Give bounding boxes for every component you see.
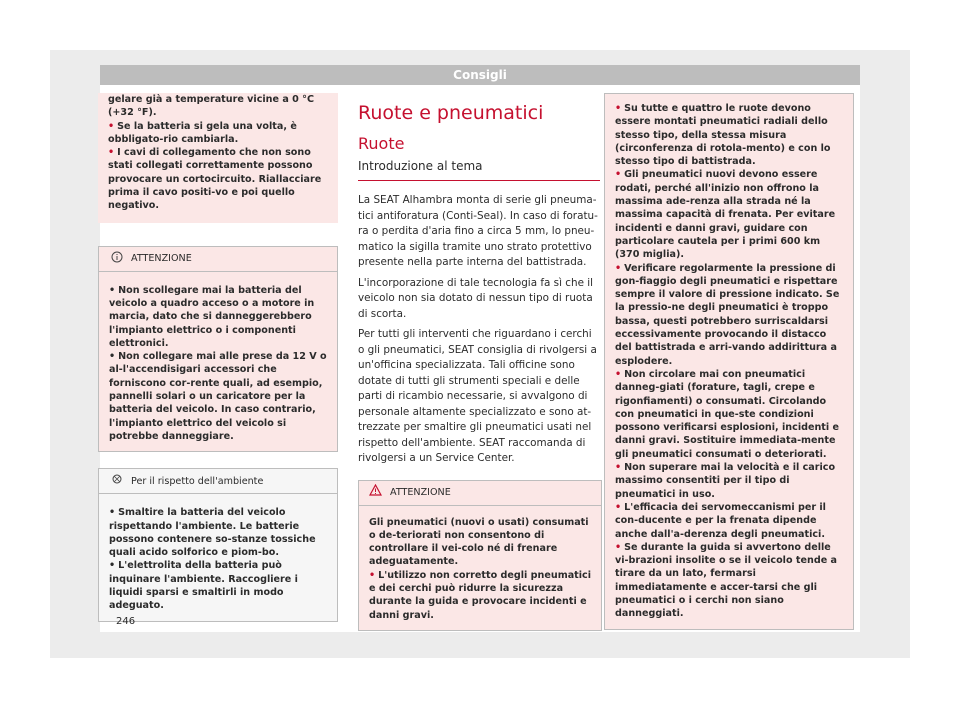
list-item: • Se la batteria si gela una volta, è obbligato-rio cambiarla. <box>108 120 297 145</box>
bullet-icon: • <box>108 120 115 132</box>
bullet-icon: • <box>615 169 622 181</box>
bullet-icon: • <box>615 501 622 513</box>
bullet-icon: • <box>615 262 622 274</box>
bullet-icon: • <box>615 541 622 553</box>
environment-body <box>99 494 337 620</box>
list-item: • I cavi di collegamento che non sono stati collegati correttamente possono provocare un cortocircuito. Riallacciare prima il cavo positi-vo e poi quello negativo. <box>108 147 322 212</box>
recycle-icon <box>111 473 123 489</box>
column-right <box>604 93 854 630</box>
warning-title: ATTENZIONE <box>131 253 192 265</box>
warning-box <box>358 480 602 631</box>
warning-body <box>359 506 601 630</box>
warning-header <box>359 481 601 506</box>
warning-triangle-icon <box>369 484 382 500</box>
list-item: • Non circolare mai con pneumatici danneg-giati (forature, tagli, crepe e rigonfiamenti) o consumati. Circolando con pneumatici in que-ste condizioni possono verificarsi esplosioni, incidenti e danni gravi. Sostituire immediata-mente gli pneumatici consumati o deteriorati. <box>615 368 840 460</box>
paragraph: L'incorporazione di tale tecnologia fa sì che il veicolo non sia dotato di nessun tipo di ruota di scorta. <box>358 276 594 320</box>
section-subtitle: Ruote <box>358 134 405 153</box>
list-item: • Se durante la guida si avvertono delle vi-brazioni insolite o se il veicolo tende a tirare da un lato, fermarsi immediatamente e accer-tarsi che gli pneumatici o i cerchi non siano danneggiati. <box>615 541 838 620</box>
environment-title: Per il rispetto dell'ambiente <box>131 475 264 487</box>
intro-line: gelare già a temperature vicine a 0 °C (+32 °F). <box>108 94 315 119</box>
chapter-header: Consigli <box>100 65 860 85</box>
warning-intro: Gli pneumatici (nuovi o usati) consumati o de-teriorati non consentono di controllare il vei-colo né di frenare adeguatamente. <box>369 516 589 568</box>
paragraph: Per tutti gli interventi che riguardano i cerchi o gli pneumatici, SEAT consiglia di rivolgersi a un'officina specializzata. Tali officine sono dotate di tutti gli strumenti speciali e delle parti di ricambio necessarie, si avvalgono di personale altamente specializzato e sono at-trezzate per smaltire gli pneumatici usati nel rispetto dell'ambiente. SEAT raccomanda di rivolgersi a un Service Center. <box>358 328 597 464</box>
warning-title: ATTENZIONE <box>390 486 451 498</box>
paragraph: La SEAT Alhambra monta di serie gli pneuma-tici antiforatura (Conti-Seal). In caso di foratu-ra o perdita d'aria fino a circa 5 mm, lo pneu-matico la sigilla tramite uno strato protettivo presente nella parte interna del battistrada. <box>358 194 598 268</box>
bullet-icon: • <box>615 462 622 474</box>
list-item: • Non collegare mai alle prese da 12 V o al-l'accendisigari accessori che forniscono cor-rente quali, ad esempio, pannelli solari o un caricatore per la batteria del veicolo. In caso contrario, l'impianto elettrico del veicolo si potrebbe danneggiare. <box>109 351 327 442</box>
list-item: • Gli pneumatici nuovi devono essere rodati, perché all'inizio non offrono la massima ade-renza alla strada né la massima capacità di frenata. Per evitare incidenti e danni gravi, guidare con particolare cautela per i primi 600 km (370 miglia). <box>615 169 836 261</box>
warning-box <box>98 246 338 453</box>
body-text <box>358 193 600 467</box>
list-item: • L'efficacia dei servomeccanismi per il con-ducente e per la frenata dipende anche dall'a-derenza degli pneumatici. <box>615 501 826 540</box>
warning-header <box>99 247 337 272</box>
bullet-icon: • <box>615 368 622 380</box>
environment-header <box>99 469 337 494</box>
column-left <box>108 94 338 622</box>
page-number: 246 <box>116 616 136 627</box>
list-item: • Su tutte e quattro le ruote devono essere montati pneumatici radiali dello stesso tipo, della stessa misura (circonferenza di rotola-mento) e con lo stesso tipo di battistrada. <box>615 103 831 168</box>
bullet-icon: • <box>108 147 115 159</box>
list-item: • Smaltire la batteria del veicolo rispettando l'ambiente. Le batterie possono contenere so-stanze tossiche quali acido solforico e piom-bo. <box>109 507 316 559</box>
list-item: • L'elettrolita della batteria può inquinare l'ambiente. Raccogliere i liquidi sparsi e smaltirli in modo adeguato. <box>109 560 298 612</box>
column-middle <box>358 103 600 631</box>
list-item: • L'utilizzo non corretto degli pneumatici e dei cerchi può ridurre la sicurezza durante la guida e provocare incidenti e danni gravi. <box>369 569 592 621</box>
list-item: • Non scollegare mai la batteria del veicolo a quadro acceso o a motore in marcia, dato che si danneggerebbero l'impianto elettrico o i componenti elettronici. <box>109 284 315 349</box>
warning-body <box>99 272 337 452</box>
warning-continuation-box <box>98 93 338 223</box>
warning-continuation-box <box>604 93 854 630</box>
bullet-icon: • <box>615 103 622 114</box>
list-item: • Verificare regolarmente la pressione di gon-fiaggio degli pneumatici e rispettare sempre il valore di pressione indicato. Se la pressio-ne degli pneumatici è troppo bassa, questi potrebbero surriscaldarsi eccessivamente provocando il distacco del battistrada e arri-vando addirittura a esplodere. <box>615 262 840 367</box>
topic-heading: Introduzione al tema <box>358 157 600 181</box>
section-title: Ruote e pneumatici <box>358 102 544 124</box>
environment-box <box>98 468 338 621</box>
info-circle-icon <box>111 251 123 267</box>
list-item: • Non superare mai la velocità e il carico massimo consentiti per il tipo di pneumatici in uso. <box>615 462 836 500</box>
bullet-icon: • <box>369 569 376 581</box>
